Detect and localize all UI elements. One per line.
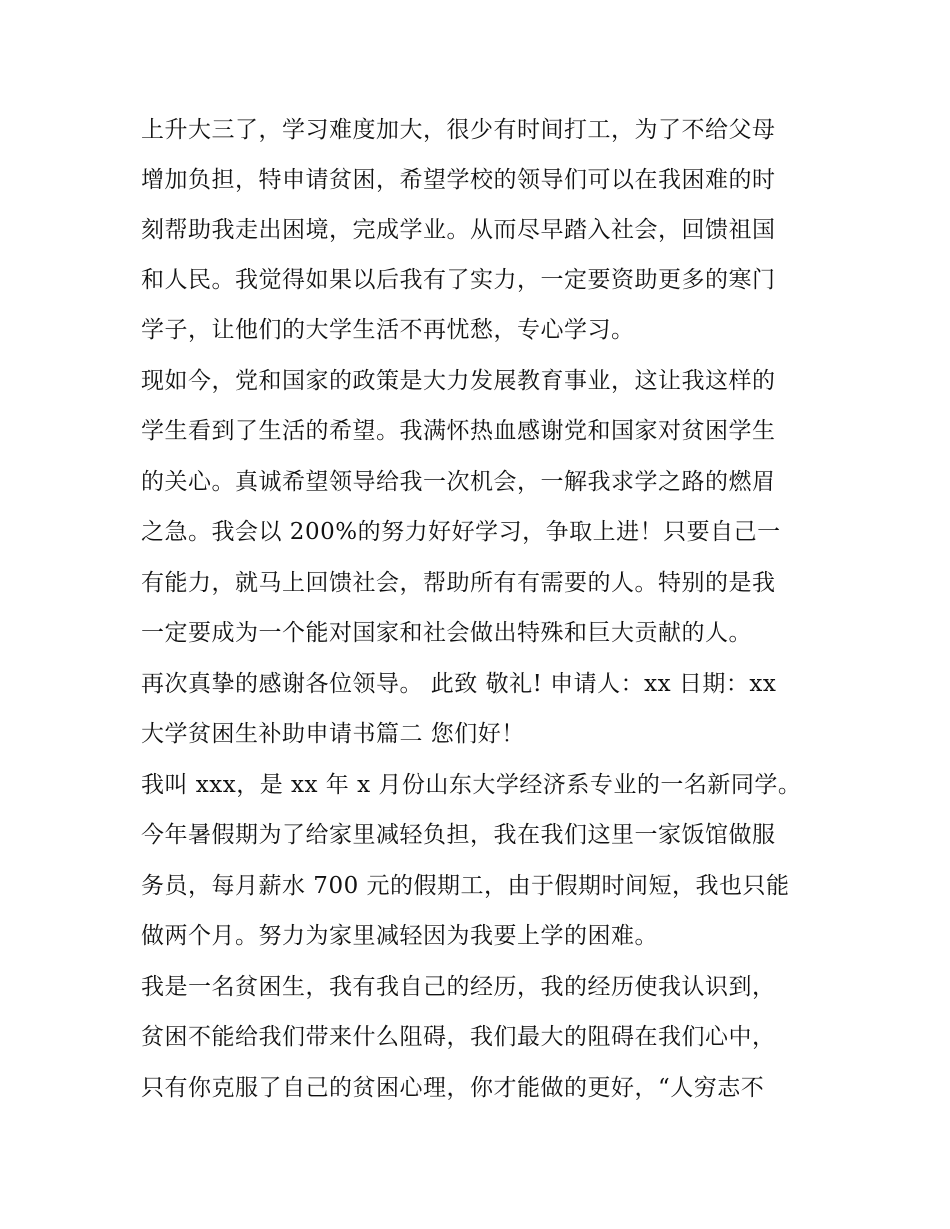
text-line: 大学贫困生补助申请书篇二 您们好！	[141, 721, 525, 747]
text-line: 只有你克服了自己的贫困心理，你才能做的更好，“人穷志不	[141, 1075, 765, 1101]
text-line: 增加负担，特申请贫困，希望学校的领导们可以在我困难的时	[141, 167, 776, 193]
text-line: 现如今，党和国家的政策是大力发展教育事业，这让我这样的	[141, 368, 776, 394]
text-line: 再次真挚的感谢各位领导。 此致 敬礼! 申请人：xx 日期：xx	[141, 671, 777, 697]
text-line: 学生看到了生活的希望。我满怀热血感谢党和国家对贫困学生	[141, 418, 776, 444]
text-line: 我叫 xxx，是 xx 年 x 月份山东大学经济系专业的一名新同学。	[141, 772, 802, 798]
text-line: 和人民。我觉得如果以后我有了实力，一定要资助更多的寒门	[141, 267, 776, 293]
text-line: 做两个月。努力为家里减轻因为我要上学的困难。	[141, 923, 658, 949]
text-line: 刻帮助我走出困境，完成学业。从而尽早踏入社会，回馈祖国	[141, 217, 776, 243]
text-line: 我是一名贫困生，我有我自己的经历，我的经历使我认识到，	[141, 974, 776, 1000]
text-line: 有能力，就马上回馈社会，帮助所有有需要的人。特别的是我	[141, 570, 776, 596]
text-line: 之急。我会以 200%的努力好好学习，争取上进！只要自己一	[141, 519, 781, 545]
text-line: 学子，让他们的大学生活不再忧愁，专心学习。	[141, 317, 635, 343]
text-line: 一定要成为一个能对国家和社会做出特殊和巨大贡献的人。	[141, 620, 752, 646]
text-line: 的关心。真诚希望领导给我一次机会，一解我求学之路的燃眉	[141, 469, 776, 495]
text-line: 务员，每月薪水 700 元的假期工，由于假期时间短，我也只能	[141, 873, 790, 899]
text-line: 今年暑假期为了给家里减轻负担，我在我们这里一家饭馆做服	[141, 822, 776, 848]
text-line: 上升大三了，学习难度加大，很少有时间打工，为了不给父母	[141, 117, 776, 143]
text-line: 贫困不能给我们带来什么阻碍，我们最大的阻碍在我们心中，	[141, 1024, 776, 1050]
